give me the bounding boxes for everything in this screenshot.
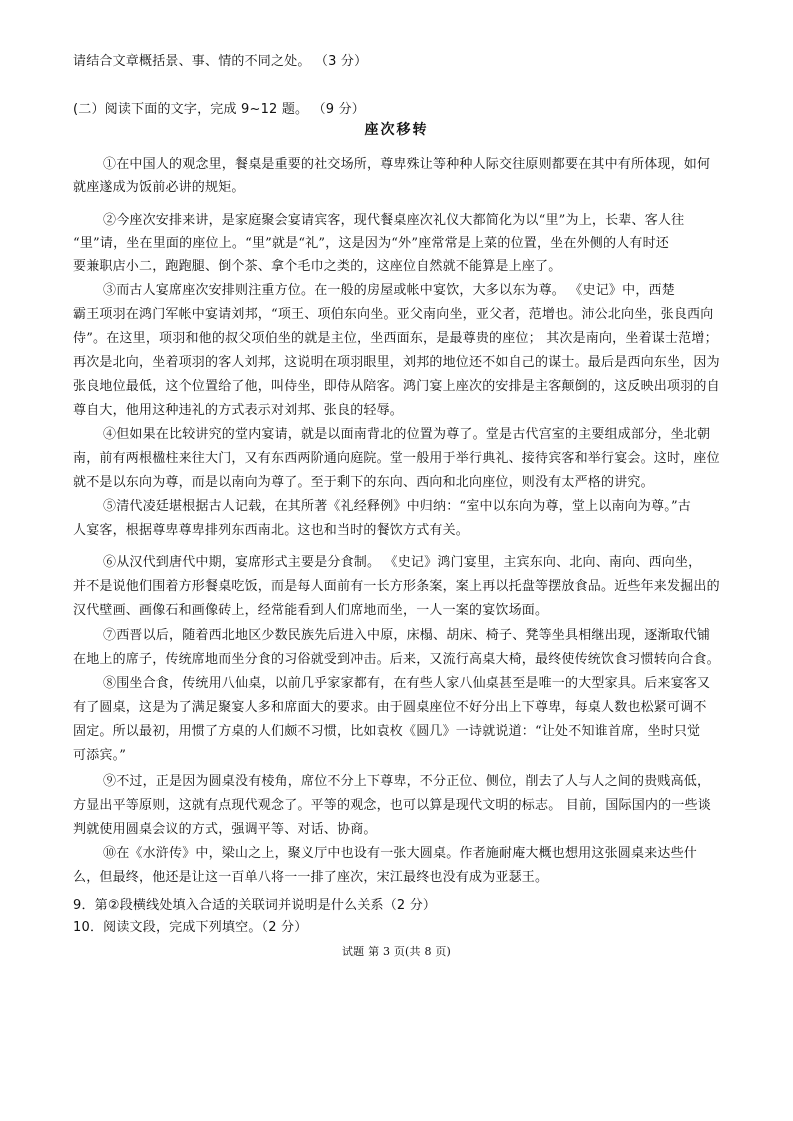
paragraph-line: 么，但最终，他还是让这一百单八将一一排了座次，宋江最终也没有成为亚瑟王。	[73, 870, 549, 885]
paragraph-line: 有了圆桌，这是为了满足聚宴人多和席面大的要求。由于圆桌座位不好分出上下尊卑，每桌人数也松紧可调不	[73, 700, 707, 715]
paragraph-line: 方显出平等原则，这就有点现代观念了。平等的观念，也可以算是现代文明的标志。 目前，国际国内的一些谈	[73, 798, 711, 813]
paragraph-line: 尊自大，他用这种违礼的方式表示对刘邦、张良的轻辱。	[73, 403, 404, 418]
paragraph-line: 就座遂成为饭前必讲的规矩。	[73, 180, 245, 195]
paragraph-line: 南，前有两根楹柱来往大门，又有东西两阶通向庭院。堂一般用于举行典礼、接待宾客和举行宴会。这时，座位	[73, 451, 720, 466]
paragraph-line: 判就使用圆桌会议的方式，强调平等、对话、协商。	[73, 822, 377, 837]
paragraph-line: ⑧围坐合食，传统用八仙桌，以前几乎家家都有，在有些人家八仙桌甚至是唯一的大型家具。后来宴客又	[103, 676, 711, 691]
paragraph-line: ③而古人宴席座次安排则注重方位。在一般的房屋或帐中宴饮，大多以东为尊。 《史记》中，西楚	[103, 283, 675, 298]
page-footer: 试题 第 3 页(共 8 页)	[341, 945, 452, 958]
paragraph-line: 再次是北向，坐着项羽的客人刘邦，这说明在项羽眼里，刘邦的地位还不如自己的谋士。最后是西向东坐，因为	[73, 355, 720, 370]
paragraph-line: 并不是说他们围着方形餐桌吃饭，而是每人面前有一长方形条案，案上再以托盘等摆放食品。近些年来发掘出的	[73, 579, 720, 594]
paragraph-line: ⑩在《水浒传》中，梁山之上，聚义厅中也设有一张大圆桌。作者施耐庵大概也想用这张圆桌来达些什	[103, 846, 698, 861]
paragraph-line: ①在中国人的观念里，餐桌是重要的社交场所，尊卑殊让等种种人际交往原则都要在其中有所体现，如何	[103, 157, 711, 172]
paragraph-line: 就不是以东向为尊，而是以南向为尊了。至于剩下的东向、西向和北向座位，则没有太严格的讲究。	[73, 475, 654, 490]
paragraph-line: 人宴客，根据尊卑尊卑排列东西南北。这也和当时的餐饮方式有关。	[73, 523, 470, 538]
paragraph-line: 侍”。在这里，项羽和他的叔父项伯坐的就是主位，坐西面东，是最尊贵的座位； 其次是南向，坐着谋士范增；	[73, 331, 718, 346]
paragraph-line: ④但如果在比较讲究的堂内宴请，就是以面南背北的位置为尊了。堂是古代宫室的主要组成部分，坐北朝	[103, 427, 711, 442]
paragraph-line: ⑦西晋以后，随着西北地区少数民族先后进入中原，床榻、胡床、椅子、凳等坐具相继出现，逐渐取代铺	[103, 628, 711, 643]
paragraph-line: 霸王项羽在鸿门军帐中宴请刘邦，“项王、项伯东向坐。亚父南向坐，亚父者，范增也。沛公北向坐，张良西向	[73, 307, 714, 322]
section-heading: (二）阅读下面的文字，完成 9~12 题。 （9 分）	[73, 102, 365, 117]
paragraph-line: 汉代壁画、画像石和画像砖上，经常能看到人们席地而坐，一人一案的宴饮场面。	[73, 603, 549, 618]
paragraph-line: 固定。所以最初，用惯了方桌的人们颇不习惯，比如袁枚《圆几》一诗就说道：“让处不知谁首席，坐时只觉	[73, 724, 701, 739]
paragraph-line: “里”请，坐在里面的座位上。“里”就是“礼”，这是因为“外”座常常是上菜的位置，坐在外侧的人有时还	[73, 236, 669, 251]
intro-question: 请结合文章概括景、事、情的不同之处。 （3 分）	[73, 54, 368, 69]
paragraph-line: ⑥从汉代到唐代中期，宴席形式主要是分食制。 《史记》鸿门宴里，主宾东向、北向、南向、西向坐，	[103, 555, 702, 570]
article-title: 座次移转	[364, 122, 429, 138]
paragraph-line: ②今座次安排来讲，是家庭聚会宴请宾客，现代餐桌座次礼仪大都简化为以“里”为上，长辈、客人往	[103, 213, 685, 228]
paragraph-line: ⑤清代凌廷堪根据古人记载，在其所著《礼经释例》中归纳：“室中以东向为尊，堂上以南向为尊。”古	[103, 499, 691, 514]
paragraph-line: 要兼职店小二，跑跑腿、倒个茶、拿个毛巾之类的，这座位自然就不能算是上座了。	[73, 259, 562, 274]
question-10: 10．阅读文段，完成下列填空。（2 分）	[73, 920, 308, 935]
question-9: 9．第②段横线处填入合适的关联词并说明是什么关系（2 分）	[73, 898, 437, 913]
paragraph-line: ⑨不过，正是因为圆桌没有棱角，席位不分上下尊卑，不分正位、侧位，削去了人与人之间的贵贱高低，	[103, 774, 711, 789]
paragraph-line: 在地上的席子，传统席地而坐分食的习俗就受到冲击。后来，又流行高桌大椅，最终使传统饮食习惯转向合食。	[73, 652, 720, 667]
paragraph-line: 可添宾。”	[73, 748, 127, 763]
paragraph-line: 张良地位最低，这个位置给了他，叫侍坐，即侍从陪客。鸿门宴上座次的安排是主客颠倒的，这反映出项羽的自	[73, 379, 720, 394]
